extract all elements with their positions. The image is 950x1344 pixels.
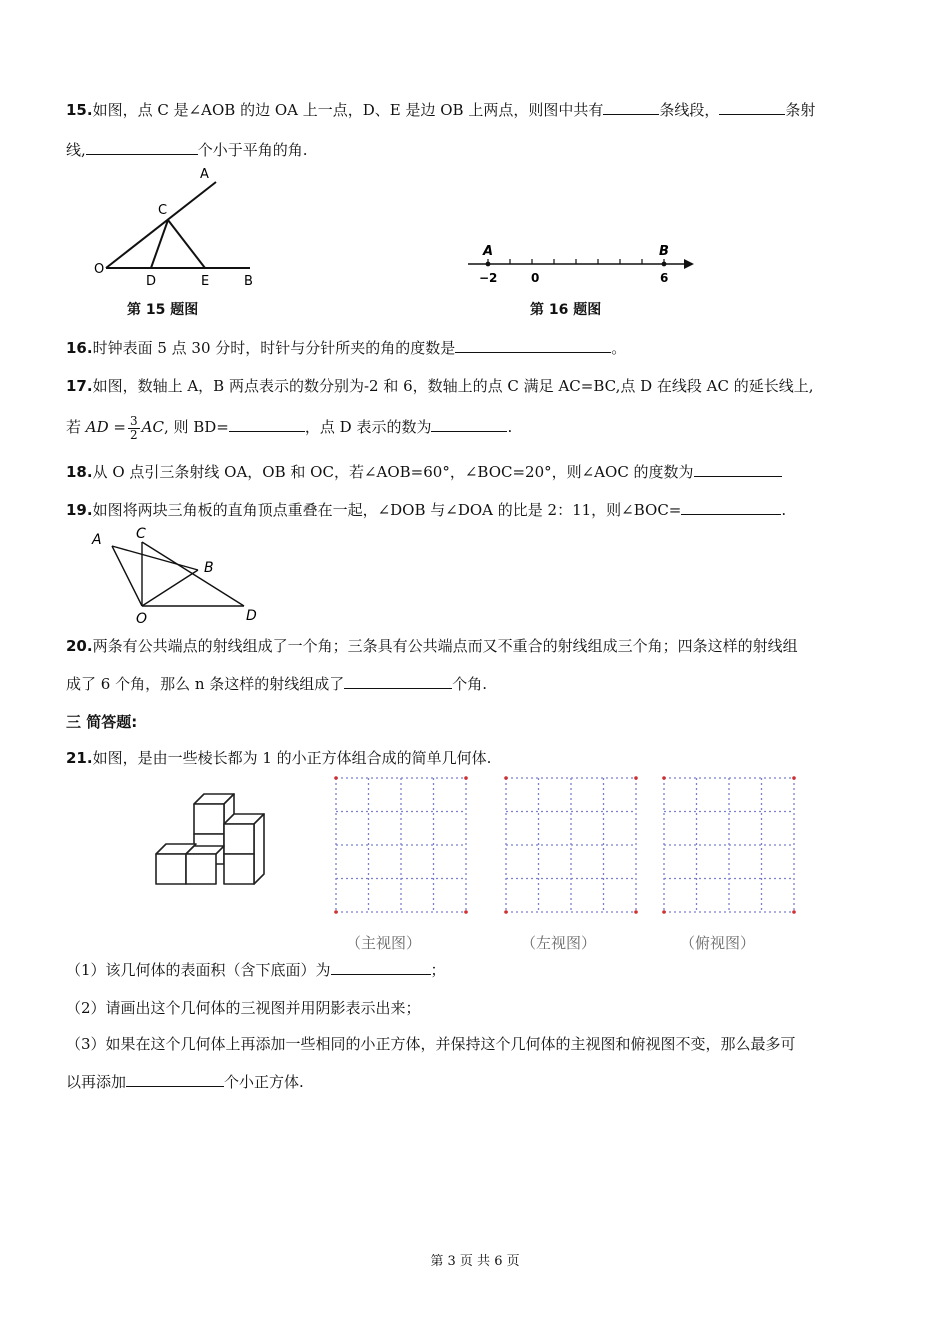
q15-ray-oa <box>106 182 216 268</box>
q21-cube-front-4 <box>224 854 254 884</box>
q16-label-zero: 0 <box>531 271 540 285</box>
q16-label-six: 6 <box>660 271 669 285</box>
q17-text-b1: 若 <box>66 418 82 436</box>
section-3-title: 三 简答题: <box>66 713 138 731</box>
q21-cube-front-3 <box>224 824 254 854</box>
q17-blank-bd[interactable] <box>229 417 305 432</box>
q17-text-b3: ，点 D 表示的数为 <box>304 418 432 436</box>
q21-number: 21. <box>66 749 93 767</box>
q20-text-b: 成了 6 个角，那么 n 条这样的射线组成了 <box>66 675 345 693</box>
q21-cube-front-1 <box>194 804 224 834</box>
q21-cube-top-face-4 <box>186 846 224 854</box>
q17-fraction <box>128 415 140 442</box>
q18-text-a: 从 O 点引三条射线 OA，OB 和 OC，若∠AOB=60°，∠BOC=20°，则∠AOC 的度数为 <box>92 463 694 481</box>
q19-side-ob <box>142 570 198 606</box>
q19-blank[interactable] <box>681 500 781 515</box>
q21-label-top-view: （俯视图） <box>680 934 756 952</box>
q17-text-a: 如图，数轴上 A，B 两点表示的数分别为-2 和 6，数轴上的点 C 满足 AC=BC,点 D 在线段 AC 的延长线上, <box>92 377 814 395</box>
q15-number: 15. <box>66 101 93 119</box>
q21-sub3-line-1: （3）如果在这个几何体上再添加一些相同的小正方体，并保持这个几何体的主视图和俯视图不变，那么最多可 <box>66 1035 796 1053</box>
q21-grid-front-lines <box>334 776 468 914</box>
q16-number-line-figure <box>462 240 702 290</box>
q16-blank[interactable] <box>455 338 611 353</box>
q17-frac-den: 2 <box>130 427 138 442</box>
q15-text-e: 个小于平角的角. <box>197 141 308 159</box>
grid-corner-dot <box>792 910 796 914</box>
q15-text-d: 线, <box>66 141 86 159</box>
q21-line-1 <box>66 748 491 768</box>
q21-label-front-view: （主视图） <box>346 934 422 952</box>
q20-text-c: 个角. <box>452 675 488 693</box>
q19-label-d: D <box>246 608 257 624</box>
q15-label-b: B <box>244 274 253 289</box>
q21-sub2: （2）请画出这个几何体的三视图并用阴影表示出来； <box>66 999 421 1017</box>
q17-eq-left: AD = <box>85 418 126 436</box>
q20-line-2 <box>66 674 487 694</box>
grid-corner-dot <box>464 910 468 914</box>
q19-label-a: A <box>92 532 102 548</box>
q15-label-c: C <box>158 203 168 218</box>
q15-figure <box>88 164 268 289</box>
q21-grid-left-lines <box>504 776 638 914</box>
q21-cube-front-5 <box>156 854 186 884</box>
q18-blank[interactable] <box>694 462 782 477</box>
q18-line <box>66 462 782 482</box>
q19-text-b: . <box>781 501 787 519</box>
q19-line <box>66 500 786 520</box>
q21-sub3-text-b: 以再添加 <box>66 1073 127 1091</box>
q15-text-a: 如图，点 C 是∠AOB 的边 OA 上一点，D、E 是边 OB 上两点，则图中共有 <box>92 101 604 119</box>
q18-number: 18. <box>66 463 93 481</box>
q16-caption: 第 16 题图 <box>530 302 602 318</box>
q19-side-ao <box>112 546 142 606</box>
grid-corner-dot <box>634 776 638 780</box>
q15-label-d: D <box>146 274 157 289</box>
q15-blank-segments[interactable] <box>603 100 659 115</box>
q15-segment-ce <box>168 220 205 268</box>
q15-label-e: E <box>201 274 210 289</box>
q20-text-a: 两条有公共端点的射线组成了一个角；三条具有公共端点而又不重合的射线组成三个角；四条这样的射线组 <box>92 637 798 655</box>
q16-line <box>66 338 626 358</box>
q16-label-b: B <box>659 244 669 259</box>
q15-label-a: A <box>200 167 209 182</box>
q17-line-1 <box>66 376 814 396</box>
q21-sub3-line-2 <box>66 1072 304 1092</box>
q19-text-a: 如图将两块三角板的直角顶点重叠在一起，∠DOB 与∠DOA 的比是 2：11，则∠BOC= <box>92 501 682 519</box>
q19-number: 19. <box>66 501 93 519</box>
grid-corner-dot <box>792 776 796 780</box>
q21-sub1 <box>66 960 446 980</box>
q15-text-b: 条线段， <box>659 101 720 119</box>
q15-blank-angles[interactable] <box>86 140 198 155</box>
q19-label-o: O <box>136 611 148 627</box>
q21-grid-top-lines <box>662 776 796 914</box>
grid-corner-dot <box>504 776 508 780</box>
q20-line-1 <box>66 636 798 656</box>
q21-sub3-blank[interactable] <box>126 1072 224 1087</box>
q17-text-b2: , 则 BD= <box>163 418 229 436</box>
grid-corner-dot <box>334 910 338 914</box>
q16-point-a <box>486 262 491 267</box>
q17-line-2 <box>66 412 512 442</box>
q16-point-b <box>662 262 667 267</box>
q21-grid-front-view[interactable] <box>332 774 472 916</box>
q21-grid-top-view[interactable] <box>660 774 800 916</box>
q15-caption: 第 15 题图 <box>127 302 199 318</box>
q15-line-1 <box>66 100 815 120</box>
q21-sub1-blank[interactable] <box>331 960 431 975</box>
q17-frac-num: 3 <box>130 413 138 428</box>
q21-sub1-text-b: ； <box>430 961 446 979</box>
q21-cube-side-face-2 <box>254 814 264 884</box>
q17-text-b4: . <box>507 418 513 436</box>
q19-figure <box>86 524 276 628</box>
q16-number: 16. <box>66 339 93 357</box>
q16-label-minus2: −2 <box>479 271 498 285</box>
q16-label-a: A <box>483 244 494 259</box>
q21-sub1-text-a: （1）该几何体的表面积（含下底面）为 <box>66 961 331 979</box>
q16-text-b: 。 <box>611 339 627 357</box>
q19-label-c: C <box>136 526 146 542</box>
q15-blank-rays[interactable] <box>719 100 785 115</box>
q15-text-c: 条射 <box>785 101 816 119</box>
q17-number: 17. <box>66 377 93 395</box>
grid-corner-dot <box>334 776 338 780</box>
q17-eq-right: AC <box>141 418 164 436</box>
q20-blank[interactable] <box>344 674 452 689</box>
q21-label-left-view: （左视图） <box>521 934 597 952</box>
page-footer: 第 3 页 共 6 页 <box>430 1254 520 1269</box>
grid-corner-dot <box>662 776 666 780</box>
q15-line-2 <box>66 140 308 160</box>
q15-label-o: O <box>94 262 105 277</box>
q21-sub3-text-c: 个小正方体. <box>224 1073 304 1091</box>
grid-corner-dot <box>634 910 638 914</box>
q21-cube-front-6 <box>186 854 216 884</box>
q21-cube-figure <box>150 776 280 891</box>
q17-blank-d[interactable] <box>431 417 507 432</box>
q16-text-a: 时钟表面 5 点 30 分时，时针与分针所夹的角的度数是 <box>92 339 456 357</box>
grid-corner-dot <box>662 910 666 914</box>
q20-number: 20. <box>66 637 93 655</box>
q19-label-b: B <box>204 560 214 576</box>
q21-grid-left-view[interactable] <box>502 774 642 916</box>
grid-corner-dot <box>464 776 468 780</box>
q16-axis-arrow <box>684 259 694 269</box>
grid-corner-dot <box>504 910 508 914</box>
q21-text-a: 如图，是由一些棱长都为 1 的小正方体组合成的简单几何体. <box>92 749 492 767</box>
